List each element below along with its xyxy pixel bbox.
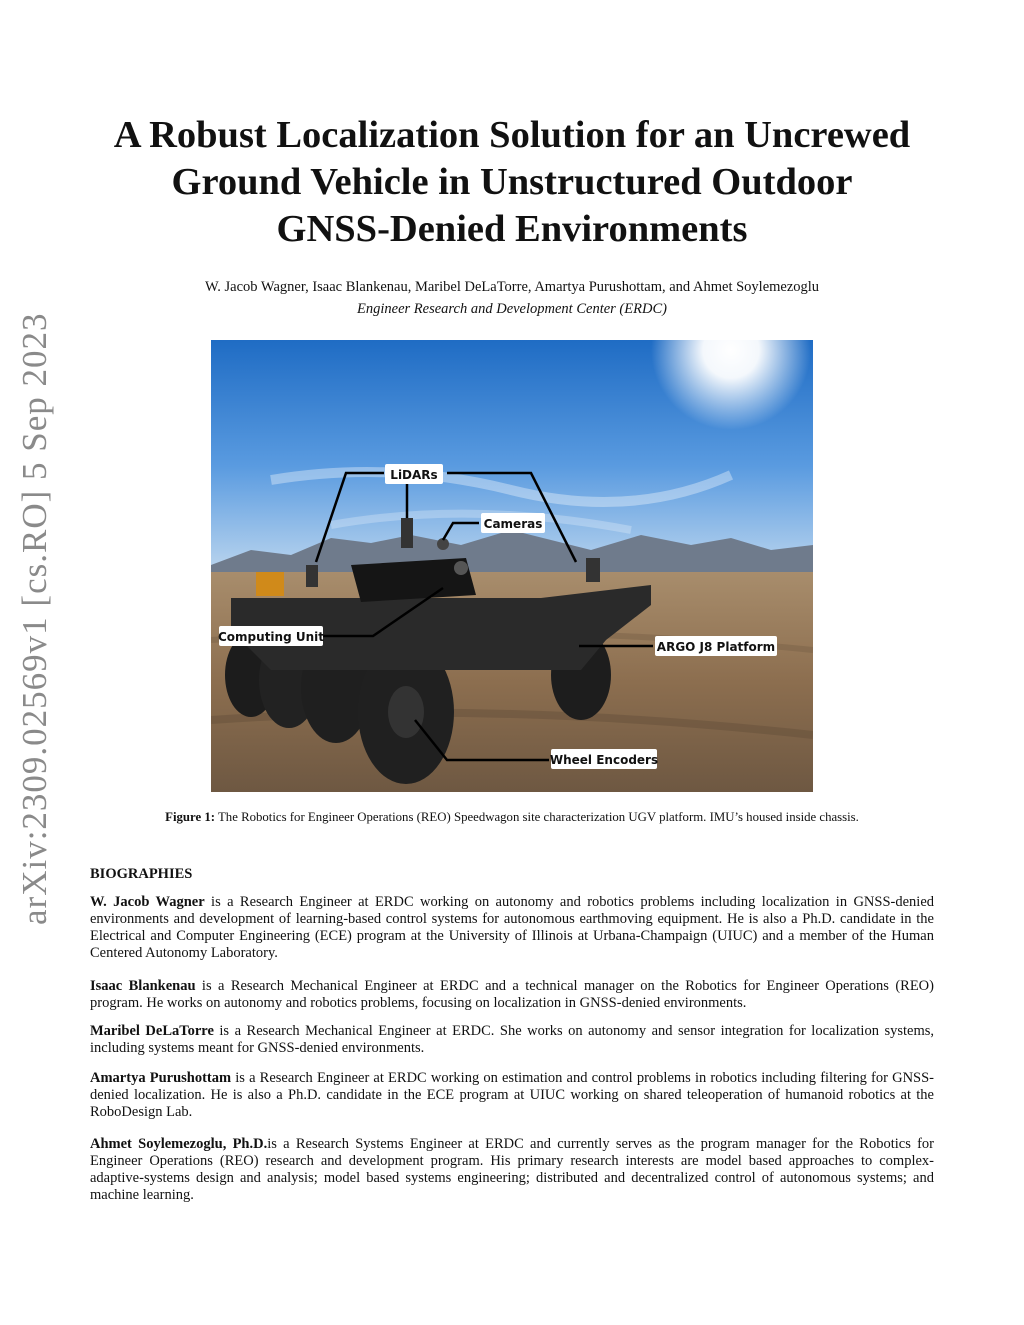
svg-text:Cameras: Cameras: [483, 517, 543, 531]
affiliation: Engineer Research and Development Center (ERDC): [357, 301, 667, 317]
biographies-heading: BIOGRAPHIES: [90, 866, 193, 882]
bio-text: is a Research Mechanical Engineer at ERDC and a technical manager on the Robotics for Engineer Operations (REO) program. He works on autonomy and robotics problems, focusing on localization in GNSS-denied environments.: [90, 978, 934, 1011]
bio-name: Ahmet Soylemezoglu, Ph.D.: [90, 1136, 268, 1152]
bio-text: is a Research Systems Engineer at ERDC and currently serves as the program manager for the Robotics for Engineer Operations (REO) research and development program. His primary research interests are model based approaches to complex-adaptive-systems design and analysis; model based systems engineering; distributed and decentralized control of autonomous systems; and machine learning.: [90, 1136, 935, 1203]
svg-text:Wheel Encoders: Wheel Encoders: [549, 753, 659, 767]
title-line-2: Ground Vehicle in Unstructured Outdoor: [171, 161, 853, 203]
bio-paragraph: [90, 894, 934, 962]
figure-caption: [80, 808, 944, 826]
label-argo-platform: [655, 636, 777, 656]
figure-1-photo: [211, 340, 813, 792]
arxiv-identifier: arXiv:2309.02569v1 [cs.RO] 5 Sep 2023: [15, 312, 54, 925]
label-computing-unit: [218, 626, 324, 646]
label-cameras: [481, 513, 545, 533]
caption-text: The Robotics for Engineer Operations (REO) Speedwagon site characterization UGV platform. IMU’s housed inside chassis.: [217, 810, 859, 824]
paper-title: [80, 112, 944, 253]
label-lidars: [385, 464, 443, 484]
title-line-1: A Robust Localization Solution for an Uncrewed: [113, 114, 911, 156]
bio-paragraph: [90, 978, 934, 1012]
bio-text: is a Research Engineer at ERDC working on estimation and control problems in robotics including filtering for GNSS-denied localization. He is also a Ph.D. candidate in the ECE program at UIUC working on shared teleoperation of humanoid robotics at the RoboDesign Lab.: [90, 1070, 935, 1120]
bio-name: W. Jacob Wagner: [90, 894, 205, 910]
ugv-photo-illustration: [211, 340, 813, 792]
author-list: W. Jacob Wagner, Isaac Blankenau, Maribel DeLaTorre, Amartya Purushottam, and Ahmet Soylemezoglu: [204, 279, 820, 295]
svg-text:Computing Unit: Computing Unit: [218, 630, 324, 644]
bio-text: is a Research Mechanical Engineer at ERDC. She works on autonomy and sensor integration for localization systems, including systems meant for GNSS-denied environments.: [90, 1023, 934, 1056]
bio-paragraph: [90, 1136, 934, 1204]
bio-text: is a Research Engineer at ERDC working on autonomy and robotics problems including localization in GNSS-denied environments and development of learning-based control systems for autonomous earthmoving equipment. He is also a Ph.D. candidate in the Electrical and Computer Engineering (ECE) program at the University of Illinois at Urbana-Champaign (UIUC) and a member of the Human Centered Autonomy Laboratory.: [90, 894, 935, 961]
title-line-3: GNSS-Denied Environments: [276, 208, 748, 250]
svg-text:ARGO J8 Platform: ARGO J8 Platform: [656, 640, 776, 654]
bio-name: Maribel DeLaTorre: [90, 1023, 214, 1039]
bio-paragraph: [90, 1023, 934, 1057]
bio-name: Amartya Purushottam: [90, 1070, 232, 1086]
bio-name: Isaac Blankenau: [90, 978, 196, 994]
svg-text:LiDARs: LiDARs: [390, 468, 438, 482]
label-wheel-encoders: [550, 749, 658, 769]
bio-paragraph: [90, 1070, 934, 1121]
caption-label: Figure 1:: [165, 810, 216, 824]
